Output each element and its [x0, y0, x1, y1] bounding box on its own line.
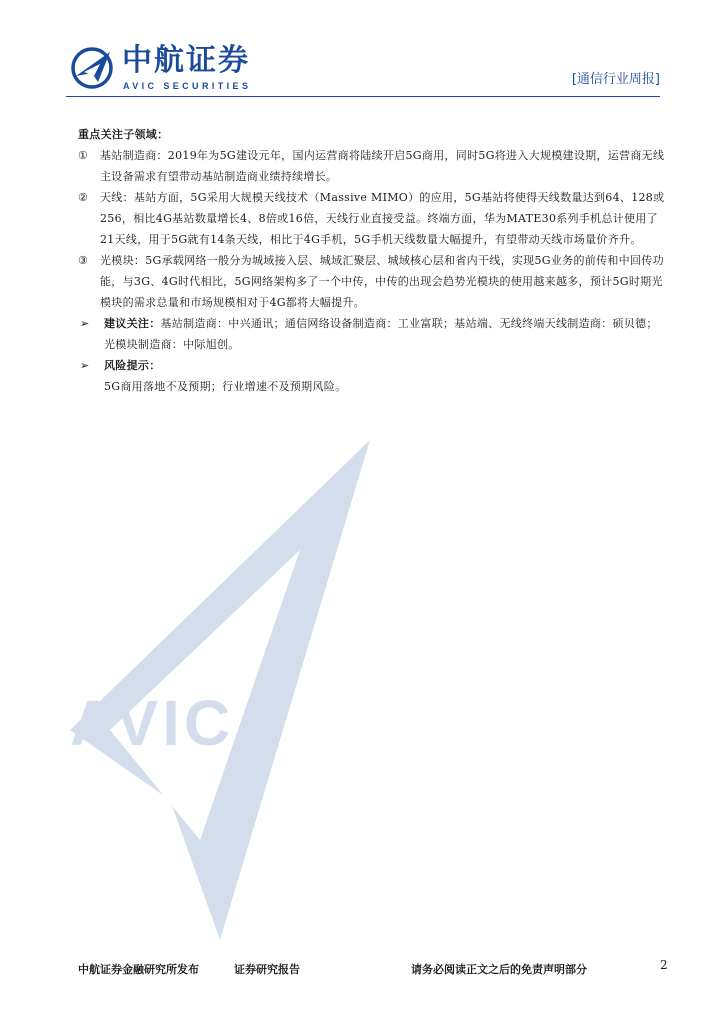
footer-publisher: 中航证券金融研究所发布 [78, 963, 199, 976]
list-item [78, 187, 668, 250]
item-text: 基站制造商：2019年为5G建设元年，国内运营商将陆续开启5G商用，同时5G将进入大规模建设期，运营商无线主设备需求有望带动基站制造商业绩持续增长。 [100, 149, 665, 183]
list-item [78, 145, 668, 187]
item-number: ① [78, 149, 89, 162]
avic-watermark-icon [50, 400, 380, 960]
item-number: ③ [78, 254, 89, 267]
recommend-text: 基站制造商：中兴通讯；通信网络设备制造商：工业富联；基站端、无线终端天线制造商：硕贝德；光模块制造商：中际旭创。 [104, 317, 658, 351]
recommend-bullet [78, 313, 668, 355]
arrow-bullet-icon: ➢ [80, 317, 90, 330]
logo-english-name: AVIC SECURITIES [123, 81, 252, 91]
recommend-label: 建议关注： [104, 317, 161, 330]
watermark-text: AVIC [70, 687, 235, 759]
header-divider [66, 96, 660, 97]
logo-chinese-name: 中航证券 [122, 43, 250, 78]
report-type-label: [通信行业周报] [571, 72, 660, 87]
avic-plane-logo-icon [70, 46, 114, 90]
item-text: 光模块：5G承载网络一般分为城域接入层、城域汇聚层、城域核心层和省内干线，实现5G业务的前传和中回传功能，与3G、4G时代相比，5G网络架构多了一个中传，中传的出现会趋势光模块的使用越来越多，预计5G时期光模块的需求总量和市场规模相对于4G都将大幅提升。 [100, 254, 664, 309]
section-heading: 重点关注子领域： [78, 128, 169, 141]
risk-bullet [78, 355, 668, 376]
item-number: ② [78, 191, 89, 204]
risk-label: 风险提示： [104, 359, 161, 372]
list-item [78, 250, 668, 313]
report-body [78, 124, 668, 397]
page-header [66, 40, 660, 98]
page-number: 2 [660, 958, 668, 972]
footer-doc-type: 证券研究报告 [234, 963, 300, 976]
footer-disclaimer: 请务必阅读正文之后的免责声明部分 [411, 963, 587, 976]
page-footer [78, 961, 668, 981]
item-text: 天线：基站方面，5G采用大规模天线技术（Massive MIMO）的应用，5G基站将使得天线数量达到64、128或256，相比4G基站数量增长4、8倍或16倍，天线行业直接受益。终端方面，华为MATE30系列手机总计使用了21天线，用于5G就有14条天线，相比于4G手机，5G手机天线数量大幅提升，有望带动天线市场量价齐升。 [100, 191, 665, 246]
risk-text: 5G商用落地不及预期；行业增速不及预期风险。 [104, 380, 347, 393]
arrow-bullet-icon: ➢ [80, 359, 90, 372]
company-logo [66, 40, 266, 96]
